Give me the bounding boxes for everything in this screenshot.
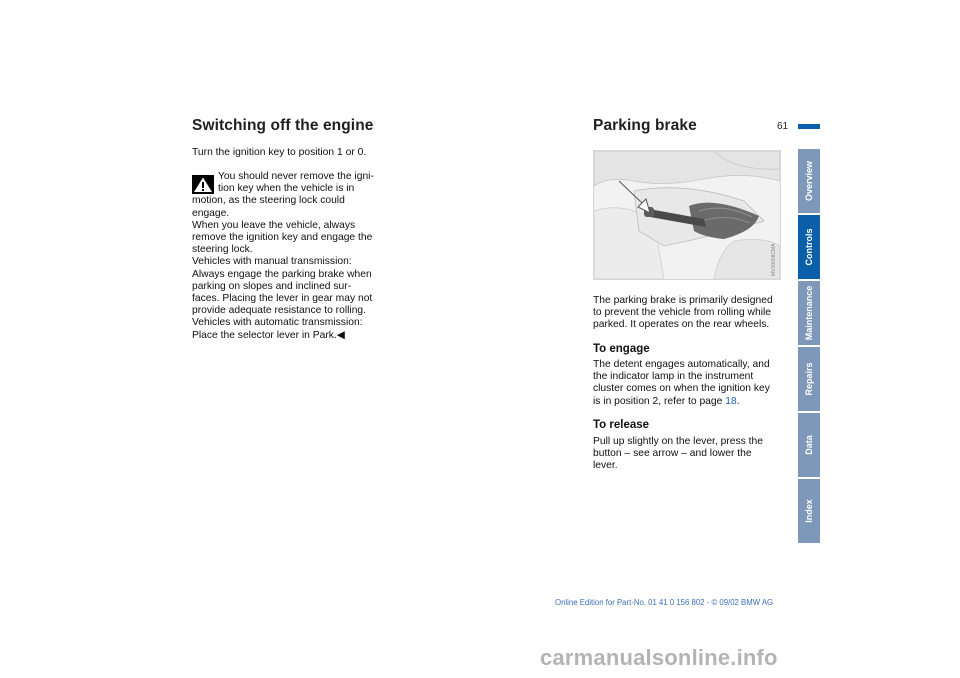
watermark: carmanualsonline.info: [540, 645, 778, 670]
tab-maintenance[interactable]: [798, 281, 820, 345]
warning-line: Always engage the parking brake when: [192, 268, 372, 280]
tab-index[interactable]: [798, 479, 820, 543]
parking-brake-intro: [593, 295, 773, 332]
warning-line: faces. Placing the lever in gear may not: [192, 293, 373, 305]
illustration-code: MV00008CMA: [771, 243, 777, 276]
warning-line: Place the selector lever in Park.◀: [192, 329, 345, 341]
tab-label: Maintenance: [804, 285, 814, 341]
tab-label: Repairs: [804, 362, 814, 396]
release-line: Pull up slightly on the lever, press the: [593, 436, 763, 447]
warning-text: [192, 171, 374, 342]
warning-line: remove the ignition key and engage the: [192, 232, 373, 244]
warning-line: provide adequate resistance to rolling.: [192, 305, 367, 317]
page-number: 61: [777, 121, 789, 132]
left-heading: Switching off the engine: [192, 117, 374, 134]
release-line: button – see arrow – and lower the: [593, 448, 752, 460]
right-heading: Parking brake: [593, 117, 697, 134]
warning-line: parking on slopes and inclined sur-: [192, 280, 352, 292]
left-intro: Turn the ignition key to position 1 or 0.: [192, 147, 367, 158]
tab-label: Index: [804, 499, 814, 523]
release-text: [593, 436, 763, 473]
page-18-link[interactable]: 18: [725, 395, 737, 407]
tab-controls[interactable]: [798, 215, 820, 279]
warning-line: Vehicles with manual transmission:: [192, 256, 352, 268]
warning-line: steering lock.: [192, 244, 253, 256]
tab-data[interactable]: [798, 413, 820, 477]
release-line: lever.: [593, 460, 618, 472]
release-heading: To release: [593, 419, 650, 431]
engage-line-last: [593, 396, 770, 408]
tab-label: Overview: [804, 160, 814, 202]
tab-label: Controls: [804, 228, 814, 266]
engage-line: The detent engages automatically, and: [593, 359, 770, 370]
warning-line: When you leave the vehicle, always: [192, 219, 356, 231]
tab-overview[interactable]: [798, 149, 820, 213]
engage-line-suffix: .: [736, 395, 740, 407]
section-tabs: [798, 149, 820, 545]
tab-label: Data: [804, 435, 814, 455]
warning-line: motion, as the steering lock could: [192, 195, 345, 207]
parking-brake-illustration: [593, 150, 781, 280]
engage-line: cluster comes on when the ignition key: [593, 383, 770, 395]
intro-line: parked. It operates on the rear wheels.: [593, 319, 770, 331]
warning-line: engage.: [192, 207, 230, 219]
warning-line: tion key when the vehicle is in: [218, 183, 355, 195]
warning-line: You should never remove the igni-: [218, 171, 374, 182]
engage-line-prefix: is in position 2, refer to page: [593, 395, 726, 407]
intro-line: to prevent the vehicle from rolling while: [593, 307, 771, 319]
intro-line: The parking brake is primarily designed: [593, 295, 773, 306]
footer-edition: Online Edition for Part-No. 01 41 0 156 802 - © 09/02 BMW AG: [555, 598, 774, 607]
warning-line: Vehicles with automatic transmission:: [192, 317, 363, 329]
engage-heading: To engage: [593, 343, 650, 355]
engage-text: [593, 359, 770, 408]
page-marker-bar: [798, 124, 820, 129]
engage-line: the indicator lamp in the instrument: [593, 371, 754, 383]
tab-repairs[interactable]: [798, 347, 820, 411]
